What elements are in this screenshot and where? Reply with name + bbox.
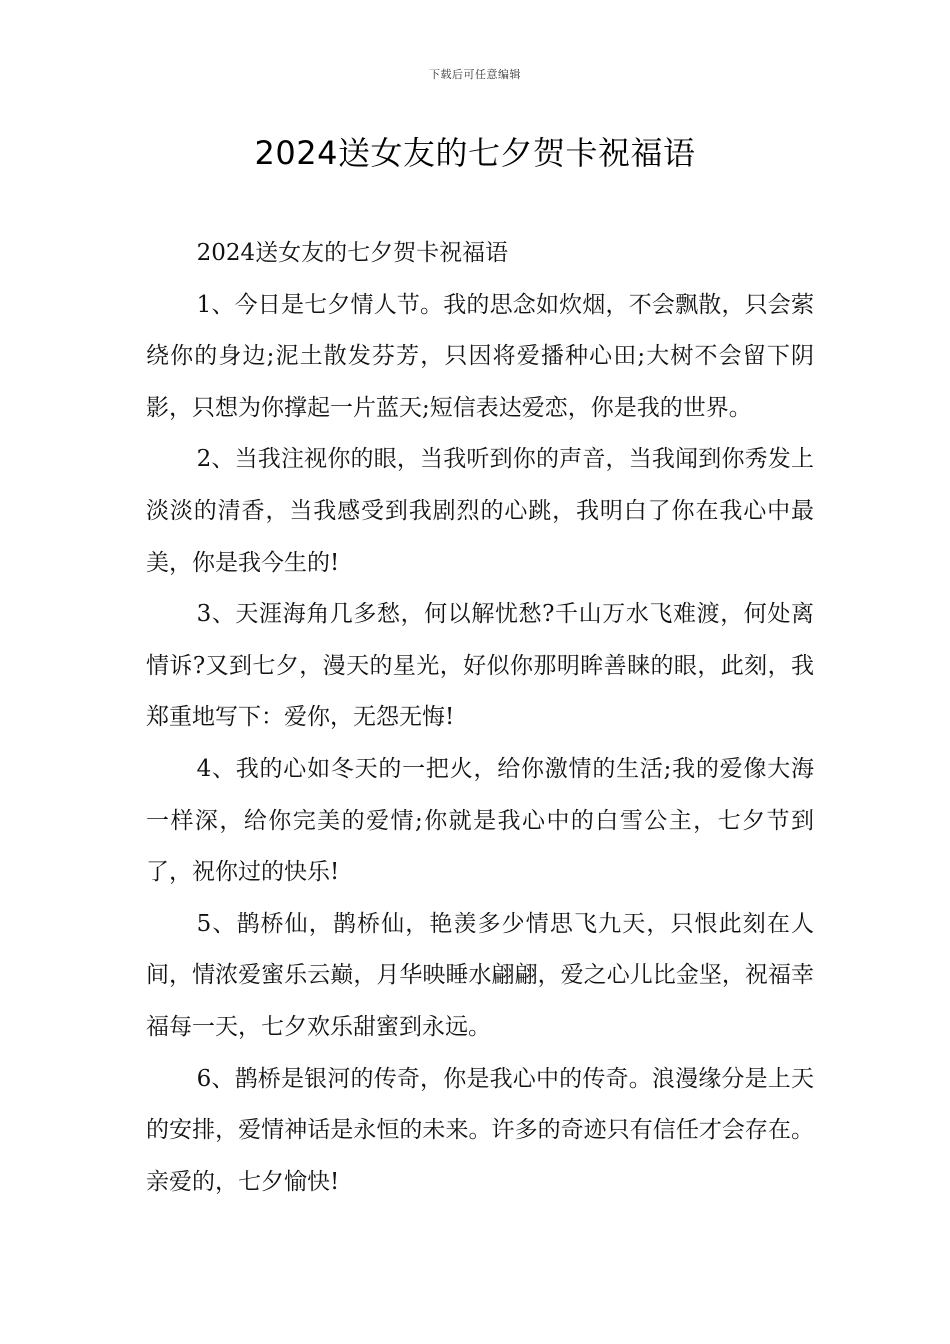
paragraph-3: 3、天涯海角几多愁，何以解忧愁?千山万水飞难渡，何处离情诉?又到七夕，漫天的星光，好似你那明眸善睐的眼，此刻，我郑重地写下：爱你，无怨无悔! [146, 601, 814, 731]
paragraph-6: 6、鹊桥是银河的传奇，你是我心中的传奇。浪漫缘分是上天的安排，爱情神话是永恒的未来。许多的奇迹只有信任才会存在。亲爱的，七夕愉快! [146, 1065, 814, 1195]
document-subtitle: 2024送女友的七夕贺卡祝福语 [196, 240, 509, 266]
paragraph-2: 2、当我注视你的眼，当我听到你的声音，当我闻到你秀发上淡淡的清香，当我感受到我剧烈的心跳，我明白了你在我心中最美，你是我今生的! [146, 446, 814, 576]
paragraph-5: 5、鹊桥仙，鹊桥仙，艳羡多少情思飞九天，只恨此刻在人间，情浓爱蜜乐云巅，月华映睡水翩翩，爱之心儿比金坚，祝福幸福每一天，七夕欢乐甜蜜到永远。 [146, 910, 814, 1040]
paragraph-4: 4、我的心如冬天的一把火，给你激情的生活;我的爱像大海一样深，给你完美的爱情;你就是我心中的白雪公主，七夕节到了，祝你过的快乐! [146, 755, 814, 886]
paragraph-1: 1、今日是七夕情人节。我的思念如炊烟，不会飘散，只会萦绕你的身边;泥土散发芬芳，只因将爱播种心田;大树不会留下阴影，只想为你撑起一片蓝天;短信表达爱恋，你是我的世界。 [146, 291, 814, 421]
document-title: 2024送女友的七夕贺卡祝福语 [254, 134, 696, 172]
document-body [146, 228, 814, 1208]
header-note: 下载后可任意编辑 [429, 68, 521, 81]
